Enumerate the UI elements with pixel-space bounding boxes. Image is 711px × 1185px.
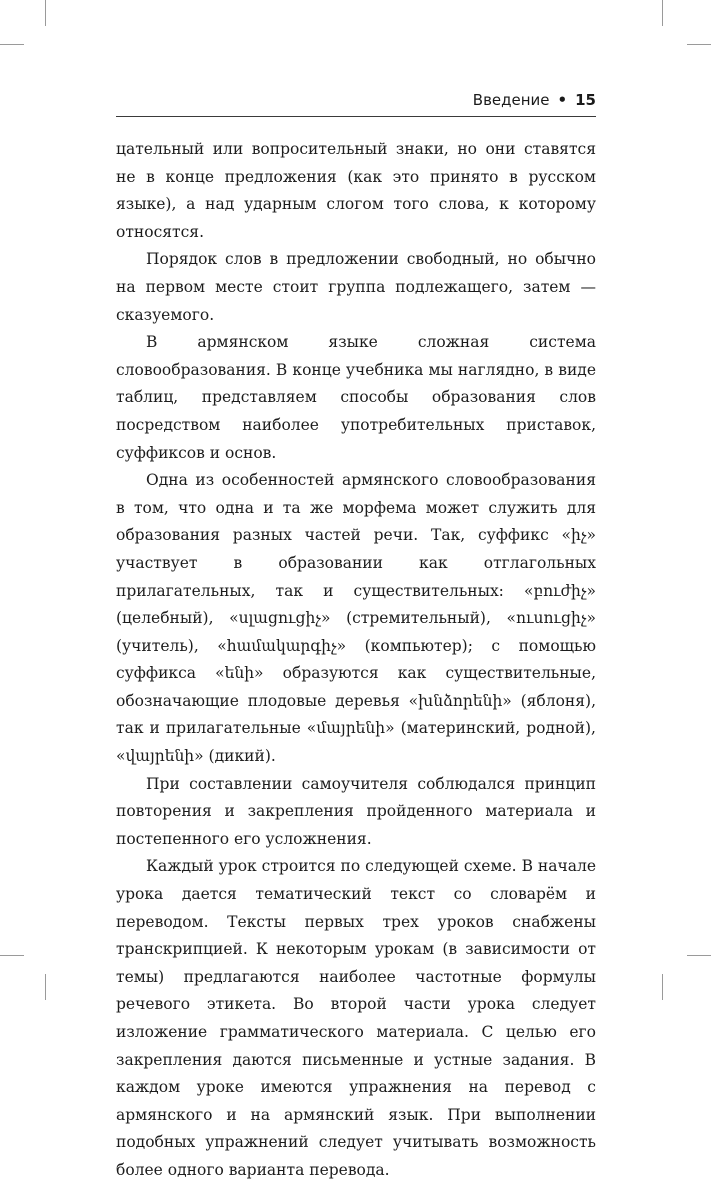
body-text	[116, 136, 596, 1185]
crop-mark-left-bottom	[0, 955, 24, 956]
paragraph-word-order: Порядок слов в предложении свободный, но обычно на первом месте стоит группа подлежащего, затем — сказуемого.	[116, 250, 596, 324]
paragraph-morpheme: Одна из особенностей армянского словообразования в том, что одна и та же морфема может служить для образования разных частей речи. Так, суффикс «իչ» участвует в образовании как отглагольных прилагательных, так и существительных: «բուժիչ» (целебный), «սլացուցիչ» (стремительный), «ուսուցիչ» (учитель), «համակարգիչ» (компьютер); с помощью суффикса «ենի» образуются как существительные, обозначающие плодовые деревья «խնձորենի» (яблоня), так и прилагательные «մայրենի» (материнский, родной), «վայրենի» (дикий).	[116, 471, 596, 766]
paragraph-principle: При составлении самоучителя соблюдался принцип повторения и закрепления пройденного материала и постепенного его усложнения.	[116, 774, 596, 848]
crop-mark-bottom-left	[45, 974, 46, 1000]
crop-mark-bottom-right	[662, 974, 663, 1000]
crop-mark-right-top	[687, 44, 711, 45]
header-separator: •	[557, 91, 568, 109]
crop-mark-left-top	[0, 44, 24, 45]
page-number: 15	[575, 91, 596, 109]
paragraph-lesson-scheme: Каждый урок строится по следующей схеме. В начале урока дается тематический текст со словарём и переводом. Тексты первых трех уроков снабжены транскрипцией. К некоторым урокам (в зависимости от темы) предлагаются наиболее частотные формулы речевого этикета. Во второй части урока следует изложение грамматического материала. С целью его закрепления даются письменные и устные задания. В каждом уроке имеются упражнения на перевод с армянского и на армянский язык. При выполнении подобных упражнений следует учитывать возможность более одного варианта перевода.	[116, 857, 596, 1179]
running-header	[116, 88, 596, 112]
crop-mark-top-left	[45, 0, 46, 26]
crop-mark-right-bottom	[687, 955, 711, 956]
crop-mark-top-right	[662, 0, 663, 26]
paragraph-word-formation: В армянском языке сложная система словообразования. В конце учебника мы наглядно, в виде таблиц, представляем способы образования слов посредством наиболее употребительных приставок, суффиксов и основ.	[116, 333, 596, 462]
paragraph-continued: цательный или вопросительный знаки, но они ставятся не в конце предложения (как это принято в русском языке), а над ударным слогом того слова, к которому относятся.	[116, 140, 596, 241]
header-rule	[116, 116, 596, 117]
section-title: Введение	[472, 91, 550, 109]
